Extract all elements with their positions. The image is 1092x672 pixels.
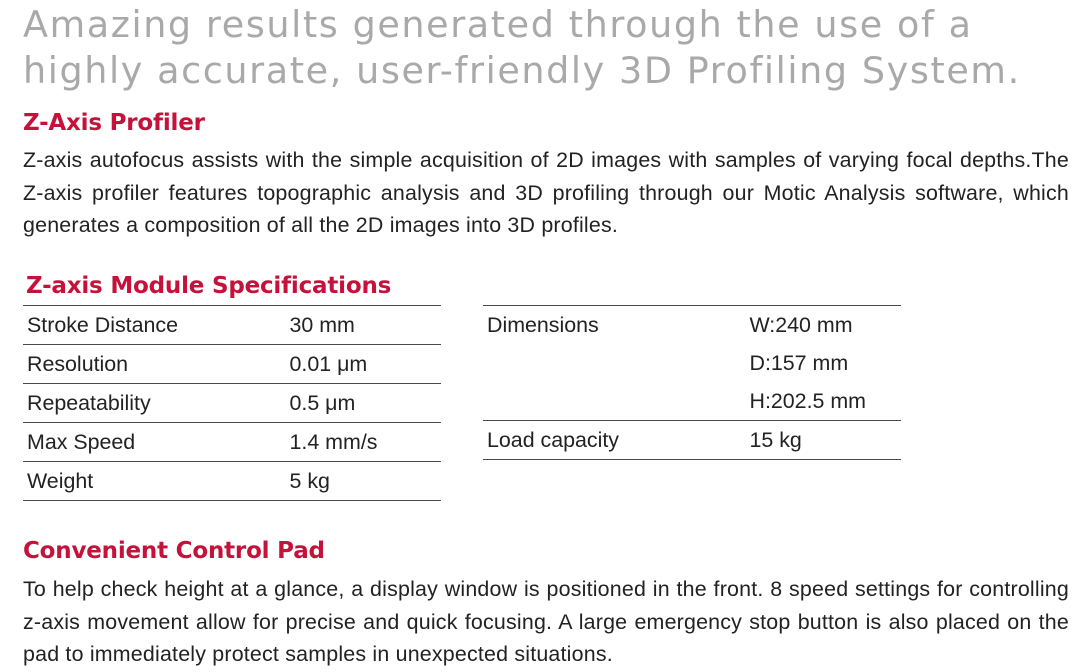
headline-line-1: Amazing results generated through the use of a [23,3,973,46]
spec-value-width: W:240 mm [749,313,853,337]
spec-value: 30 mm [289,313,355,337]
spec-label: Weight [27,469,94,493]
table-row [23,384,441,423]
spec-value-height: H:202.5 mm [749,389,866,413]
table-row [23,462,441,501]
headline [23,0,1069,94]
table-row [483,306,901,345]
spec-label-empty [483,382,746,421]
spec-value: 0.5 μm [289,391,356,415]
document-page [23,0,1069,666]
table-row [23,423,441,462]
table-row [483,382,901,421]
spec-label: Max Speed [27,430,136,454]
spec-value-depth: D:157 mm [749,351,849,375]
table-row [23,345,441,384]
spec-value: 1.4 mm/s [289,430,378,454]
spec-value: 0.01 μm [289,352,368,376]
spec-label-load-capacity: Load capacity [487,428,619,452]
spec-label: Repeatability [27,391,151,415]
spec-table-right [483,305,901,460]
section-title-z-axis-profiler: Z-Axis Profiler [23,110,205,136]
spec-value-load-capacity: 15 kg [749,428,802,452]
table-row [23,306,441,345]
spec-value: 5 kg [289,469,330,493]
section-title-specifications: Z-axis Module Specifications [26,273,392,299]
headline-line-2: highly accurate, user-friendly 3D Profiling System. [23,49,1021,92]
spec-label-dimensions: Dimensions [487,313,599,337]
spec-label: Stroke Distance [27,313,178,337]
spec-label: Resolution [27,352,129,376]
table-row [483,344,901,382]
spec-label-empty [483,344,746,382]
table-row [483,421,901,460]
paragraph-z-axis-profiler: Z-axis autofocus assists with the simple acquisition of 2D images with samples of varying focal depths.The Z-axis profiler features topographic analysis and 3D profiling through our Motic Analysis software, which generates a composition of all the 2D images into 3D profiles. [23,148,1069,237]
section-title-control-pad: Convenient Control Pad [23,538,325,564]
paragraph-control-pad: To help check height at a glance, a display window is positioned in the front. 8 speed settings for controlling z-axis movement allow for precise and quick focusing. A large emergency stop button is also placed on the pad to immediately protect samples in unexpected situations. [23,577,1069,666]
spec-table-left [23,305,441,501]
